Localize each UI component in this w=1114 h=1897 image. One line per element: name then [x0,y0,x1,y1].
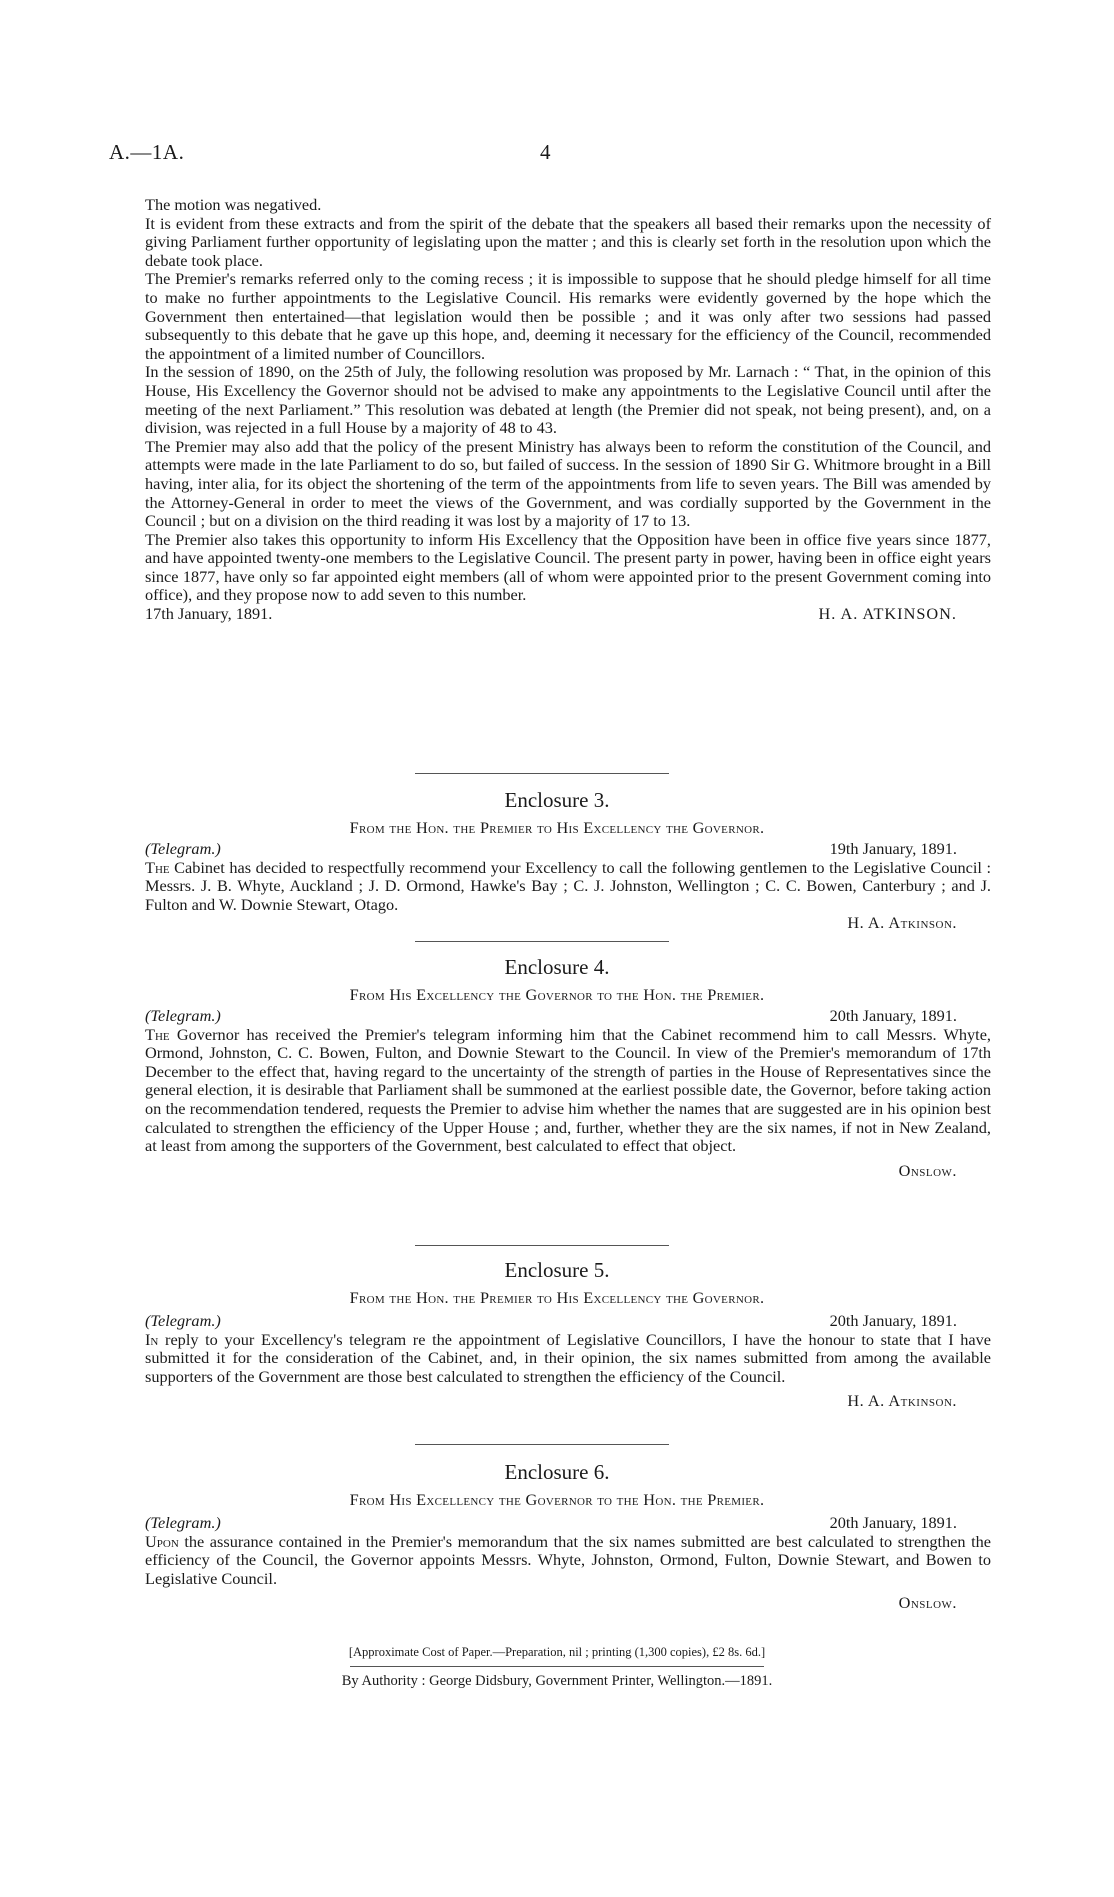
page-number: 4 [540,140,551,164]
enclosure-4-date: 20th January, 1891. [829,1006,957,1025]
enclosure-3-from: From the Hon. the Premier to His Excellency the Governor. [349,818,765,837]
divider [350,1666,764,1667]
enclosure-4-title: Enclosure 4. [504,955,610,979]
divider [415,1444,669,1445]
enclosure-6-text [145,1533,991,1589]
enclosure-5-text [145,1331,991,1387]
divider [415,941,669,942]
enclosure-6-date: 20th January, 1891. [829,1513,957,1532]
enclosure-4-body [145,1007,991,1180]
series-reference: A.—1A. [109,140,185,164]
enclosure-5-from: From the Hon. the Premier to His Excellency the Governor. [349,1288,765,1307]
enclosure-4-signature: Onslow. [898,1160,957,1180]
enclosure-6-from: From His Excellency the Governor to the Hon. the Premier. [349,1490,765,1509]
paragraph: It is evident from these extracts and from the spirit of the debate that the speakers all based their remarks upon the necessity of giving Parliament further opportunity of legislating upon the matter ; and this is clearly set forth in the resolution upon which the debate took place. [145,213,991,270]
telegram-label: (Telegram.) [145,1311,221,1330]
enclosure-5-title: Enclosure 5. [504,1258,610,1282]
lead-word: The [145,857,170,877]
memorandum-body [145,196,991,624]
enclosure-6-telegram-row [145,1514,991,1533]
enclosure-5-signature: H. A. Atkinson. [847,1391,957,1411]
paragraph: The Premier's remarks referred only to the coming recess ; it is impossible to suppose that he should pledge himself for all time to make no further appointments to the Legislative Council. His remarks were evidently governed by the hope which the Government then entertained—that legislation would then be possible ; and it was only after two sessions had passed subsequently to this debate that he gave up this hope, and, deeming it necessary for the efficiency of the Council, recommended the appointment of a limited number of Councillors. [145,269,991,363]
enclosure-3-text [145,859,991,915]
enclosure-4-telegram-row [145,1007,991,1026]
paragraph: The Premier may also add that the policy of the present Ministry has always been to reform the constitution of the Council, and attempts were made in the late Parliament to do so, but failed of success. In the session of 1890 Sir G. Whitmore brought in a Bill having, inter alia, for its object the shortening of the term of the appointments from life to seven years. The Bill was amended by the Attorney-General in order to meet the views of the Government, and was cordially supported by the Government in the Council ; but on a division on the third reading it was lost by a majority of 17 to 13. [145,436,991,531]
text: reply to your Excellency's telegram re the appointment of Legislative Councillors, I have the honour to state that I have submitted it for the consideration of the Cabinet, and, in their opinion, the six names submitted from among the available supporters of the Government are those best calculated to strengthen the efficiency of the Council. [145,1329,991,1386]
enclosure-6-body [145,1514,991,1613]
paragraph: The Premier also takes this opportunity to inform His Excellency that the Opposition have been in office five years since 1877, and have appointed twenty-one members to the Legislative Council. The present party in power, having been in office eight years since 1877, have only so far appointed eight members (all of whom were appointed prior to the present Government coming into office), and they propose now to add seven to this number. [145,529,991,605]
telegram-label: (Telegram.) [145,839,221,858]
cost-of-paper-note: [Approximate Cost of Paper.—Preparation, nil ; printing (1,300 copies), £2 8s. 6d.] [348,1645,766,1659]
enclosure-3-date: 19th January, 1891. [829,839,957,858]
enclosure-3-signature: H. A. Atkinson. [847,913,957,933]
lead-word: In [145,1329,159,1349]
enclosure-3-title: Enclosure 3. [504,788,610,812]
printer-authority: By Authority : George Didsbury, Government Printer, Wellington.—1891. [341,1673,773,1689]
text: the assurance contained in the Premier's memorandum that the six names submitted are best calculated to strengthen the efficiency of the Council, the Governor appoints Messrs. Whyte, Johnston, Ormond, Fulton, Downie Stewart, and Bowen to Legislative Council. [145,1531,991,1588]
divider [415,1245,669,1246]
enclosure-5-body [145,1312,991,1411]
enclosure-6-title: Enclosure 6. [504,1460,610,1484]
text: Governor has received the Premier's telegram informing him that the Cabinet recommend him to call Messrs. Whyte, Ormond, Johnston, C. C. Bowen, Fulton, and Downie Stewart to the Council. In view of the Premier's memorandum of 17th December to the effect that, having regard to the uncertainty of the strength of parties in the House of Representatives since the general election, it is desirable that Parliament shall be summoned at the earliest possible date, the Governor, before taking action on the recommendation tendered, requests the Premier to advise him whether the names that are suggested are in his opinion best calculated to strengthen the efficiency of the Upper House ; and, further, whether they are the six names, if not in New Zealand, at least from among the supporters of the Government, best calculated to effect that object. [145,1024,991,1156]
divider [415,773,669,774]
enclosure-4-from: From His Excellency the Governor to the Hon. the Premier. [349,985,765,1004]
lead-word: The [145,1024,170,1044]
paragraph: In the session of 1890, on the 25th of July, the following resolution was proposed by Mr. Larnach : “ That, in the opinion of this House, His Excellency the Governor should not be advised to make any appointments to the Legislative Council until after the meeting of the next Parliament.” This resolution was debated at length (the Premier did not speak, not being present), and, on a division, was rejected in a full House by a majority of 48 to 43. [145,362,991,438]
memorandum-date: 17th January, 1891. [145,604,273,624]
enclosure-4-text [145,1026,991,1156]
enclosure-3-body [145,840,991,933]
memorandum-signature: H. A. ATKINSON. [818,604,957,624]
lead-word: Upon [145,1531,179,1551]
enclosure-5-date: 20th January, 1891. [829,1311,957,1330]
enclosure-3-telegram-row [145,840,991,859]
telegram-label: (Telegram.) [145,1006,221,1025]
enclosure-6-signature: Onslow. [898,1593,957,1613]
memorandum-signature-row [145,605,991,624]
telegram-label: (Telegram.) [145,1513,221,1532]
paragraph: The motion was negatived. [145,195,322,214]
text: Cabinet has decided to respectfully recommend your Excellency to call the following gentlemen to the Legislative Council : Messrs. J. B. Whyte, Auckland ; J. D. Ormond, Hawke's Bay ; C. J. Johnston, Wellington ; C. C. Bowen, Canterbury ; and J. Fulton and W. Downie Stewart, Otago. [145,857,991,914]
enclosure-5-telegram-row [145,1312,991,1331]
